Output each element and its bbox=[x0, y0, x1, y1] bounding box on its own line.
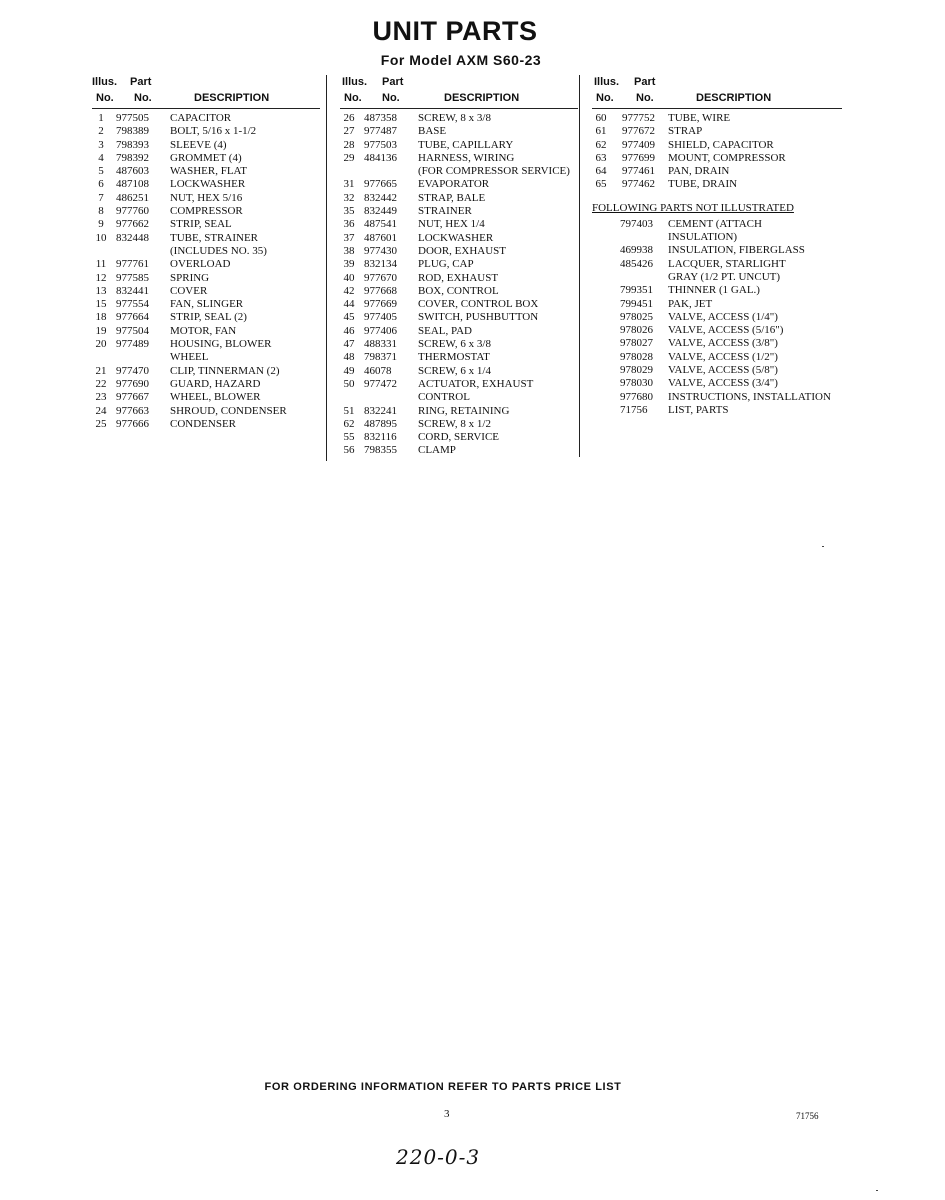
header-illus: Illus. bbox=[342, 76, 368, 88]
list-item bbox=[340, 285, 578, 298]
illus-number: 50 bbox=[343, 377, 355, 390]
part-description: SWITCH, PUSHBUTTON bbox=[418, 311, 539, 324]
list-item bbox=[340, 378, 578, 391]
illus-number: 63 bbox=[595, 151, 607, 164]
illus-number: 45 bbox=[343, 311, 355, 324]
part-number: 977505 bbox=[116, 112, 149, 124]
illus-number: 36 bbox=[343, 218, 355, 231]
part-description: GRAY (1/2 PT. UNCUT) bbox=[668, 270, 781, 283]
part-number: 977472 bbox=[364, 377, 397, 390]
illus-number: 3 bbox=[98, 138, 104, 151]
part-description: CONDENSER bbox=[170, 417, 237, 430]
illus-number: 10 bbox=[95, 231, 107, 244]
part-number: 469938 bbox=[620, 244, 653, 257]
part-description: LACQUER, STARLIGHT bbox=[668, 257, 786, 270]
part-number: 977680 bbox=[620, 390, 653, 403]
part-description: (FOR COMPRESSOR SERVICE) bbox=[418, 165, 570, 178]
illus-number: 37 bbox=[343, 231, 355, 244]
header-illus: Illus. bbox=[92, 76, 118, 88]
list-item bbox=[92, 245, 320, 258]
part-description: COVER bbox=[170, 284, 208, 297]
list-item bbox=[340, 444, 578, 457]
illus-number: 7 bbox=[98, 191, 104, 204]
part-description: SCREW, 6 x 3/8 bbox=[418, 338, 491, 351]
list-item bbox=[592, 284, 842, 297]
part-number: 977489 bbox=[116, 338, 149, 351]
part-number: 977430 bbox=[364, 244, 397, 257]
illus-number: 47 bbox=[343, 338, 355, 351]
part-number: 487108 bbox=[116, 178, 149, 191]
list-item bbox=[92, 298, 320, 311]
part-description: WASHER, FLAT bbox=[170, 165, 248, 178]
part-number: 977667 bbox=[116, 391, 149, 404]
part-description: BASE bbox=[418, 125, 447, 138]
header-part: Part bbox=[634, 76, 656, 88]
illus-number: 55 bbox=[343, 431, 355, 444]
list-item bbox=[340, 431, 578, 444]
part-number: 798393 bbox=[116, 138, 149, 151]
part-description: VALVE, ACCESS (1/2") bbox=[668, 350, 778, 363]
part-description: INSTRUCTIONS, INSTALLATION bbox=[668, 390, 831, 403]
illus-number: 23 bbox=[95, 391, 107, 404]
list-item bbox=[592, 404, 842, 417]
not-illustrated-list bbox=[592, 215, 842, 417]
list-item bbox=[592, 152, 842, 165]
illus-number: 5 bbox=[98, 165, 104, 178]
part-description: TUBE, CAPILLARY bbox=[418, 138, 514, 151]
part-number: 977409 bbox=[622, 138, 655, 151]
part-description: INSULATION) bbox=[668, 231, 738, 244]
list-item bbox=[92, 112, 320, 125]
header-no-illus: No. bbox=[96, 92, 114, 104]
part-description: LOCKWASHER bbox=[170, 178, 246, 191]
part-description: (INCLUDES NO. 35) bbox=[170, 244, 267, 257]
illus-number: 64 bbox=[595, 165, 607, 178]
illus-number: 65 bbox=[595, 178, 607, 191]
part-number: 977662 bbox=[116, 218, 149, 231]
part-description: FAN, SLINGER bbox=[170, 298, 244, 311]
list-item bbox=[592, 271, 842, 284]
part-number: 486251 bbox=[116, 191, 149, 204]
list-item bbox=[340, 311, 578, 324]
list-item bbox=[340, 152, 578, 165]
part-number: 487358 bbox=[364, 112, 397, 124]
part-description: LIST, PARTS bbox=[668, 403, 729, 416]
list-item bbox=[92, 338, 320, 351]
parts-column-1 bbox=[92, 75, 320, 431]
list-item bbox=[592, 218, 842, 231]
part-number: 978028 bbox=[620, 350, 653, 363]
illus-number: 1 bbox=[98, 112, 104, 124]
part-number: 977761 bbox=[116, 258, 149, 271]
part-description: STRAP, BALE bbox=[418, 191, 486, 204]
document-code: 71756 bbox=[796, 1111, 819, 1121]
part-description: STRAINER bbox=[418, 205, 472, 218]
part-number: 977405 bbox=[364, 311, 397, 324]
part-number: 977663 bbox=[116, 404, 149, 417]
part-description: INSULATION, FIBERGLASS bbox=[668, 244, 805, 257]
illus-number: 44 bbox=[343, 298, 355, 311]
illus-number: 15 bbox=[95, 298, 107, 311]
column-divider-1 bbox=[326, 75, 327, 461]
illus-number: 49 bbox=[343, 364, 355, 377]
part-description: EVAPORATOR bbox=[418, 178, 490, 191]
scan-speck bbox=[876, 1190, 878, 1191]
illus-number: 9 bbox=[98, 218, 104, 231]
part-description: GROMMET (4) bbox=[170, 151, 242, 164]
part-number: 977664 bbox=[116, 311, 149, 324]
part-description: MOTOR, FAN bbox=[170, 324, 237, 337]
list-item bbox=[592, 298, 842, 311]
part-description: BOLT, 5/16 x 1-1/2 bbox=[170, 125, 257, 138]
part-number: 484136 bbox=[364, 151, 397, 164]
illus-number: 28 bbox=[343, 138, 355, 151]
illus-number: 62 bbox=[595, 138, 607, 151]
list-item bbox=[92, 232, 320, 245]
list-item bbox=[592, 112, 842, 125]
part-description: SHIELD, CAPACITOR bbox=[668, 138, 774, 151]
part-description: DOOR, EXHAUST bbox=[418, 244, 506, 257]
list-item bbox=[340, 391, 578, 404]
list-item bbox=[92, 205, 320, 218]
part-number: 977503 bbox=[364, 138, 397, 151]
part-number: 978030 bbox=[620, 377, 653, 390]
list-item bbox=[92, 311, 320, 324]
part-number: 977670 bbox=[364, 271, 397, 284]
header-no-illus: No. bbox=[344, 92, 362, 104]
list-item bbox=[340, 165, 578, 178]
part-description: CLAMP bbox=[418, 444, 456, 457]
list-item bbox=[92, 178, 320, 191]
illus-number: 21 bbox=[95, 364, 107, 377]
part-number: 832442 bbox=[364, 191, 397, 204]
part-description: STRIP, SEAL bbox=[170, 218, 232, 231]
header-no-illus: No. bbox=[596, 92, 614, 104]
part-description: CORD, SERVICE bbox=[418, 431, 500, 444]
illus-number: 27 bbox=[343, 125, 355, 138]
list-item bbox=[340, 272, 578, 285]
illus-number: 26 bbox=[343, 112, 355, 124]
part-number: 978029 bbox=[620, 364, 653, 377]
part-number: 799451 bbox=[620, 297, 653, 310]
list-item bbox=[592, 165, 842, 178]
illus-number: 11 bbox=[95, 258, 107, 271]
parts-list bbox=[340, 109, 578, 458]
list-item bbox=[592, 125, 842, 138]
part-number: 977665 bbox=[364, 178, 397, 191]
illus-number: 39 bbox=[343, 258, 355, 271]
part-description: COVER, CONTROL BOX bbox=[418, 298, 539, 311]
part-number: 485426 bbox=[620, 257, 653, 270]
illus-number: 35 bbox=[343, 205, 355, 218]
part-description: THERMOSTAT bbox=[418, 351, 490, 364]
illus-number: 60 bbox=[595, 112, 607, 124]
parts-list bbox=[92, 109, 320, 431]
model-subtitle: For Model AXM S60-23 bbox=[380, 52, 542, 68]
part-number: 71756 bbox=[620, 403, 648, 416]
list-item bbox=[340, 218, 578, 231]
part-description: RING, RETAINING bbox=[418, 404, 510, 417]
part-description: SCREW, 8 x 3/8 bbox=[418, 112, 491, 124]
part-description: VALVE, ACCESS (1/4") bbox=[668, 310, 778, 323]
part-description: CEMENT (ATTACH bbox=[668, 217, 762, 230]
part-number: 978025 bbox=[620, 310, 653, 323]
header-illus: Illus. bbox=[594, 76, 620, 88]
list-item bbox=[92, 351, 320, 364]
part-description: HOUSING, BLOWER bbox=[170, 338, 272, 351]
part-description: PLUG, CAP bbox=[418, 258, 474, 271]
illus-number: 56 bbox=[343, 444, 355, 457]
header-description: DESCRIPTION bbox=[194, 92, 270, 104]
part-number: 832134 bbox=[364, 258, 397, 271]
part-number: 799351 bbox=[620, 284, 653, 297]
part-description: STRIP, SEAL (2) bbox=[170, 311, 247, 324]
part-number: 978026 bbox=[620, 324, 653, 337]
list-item bbox=[92, 218, 320, 231]
part-description: PAN, DRAIN bbox=[668, 165, 730, 178]
illus-number: 4 bbox=[98, 151, 104, 164]
part-description: LOCKWASHER bbox=[418, 231, 494, 244]
list-item bbox=[92, 378, 320, 391]
part-description: GUARD, HAZARD bbox=[170, 377, 261, 390]
part-description: HARNESS, WIRING bbox=[418, 151, 515, 164]
part-description: VALVE, ACCESS (5/8") bbox=[668, 364, 778, 377]
illus-number: 42 bbox=[343, 284, 355, 297]
column-header bbox=[340, 75, 578, 109]
illus-number: 12 bbox=[95, 271, 107, 284]
list-item bbox=[340, 418, 578, 431]
header-part: Part bbox=[382, 76, 404, 88]
list-item bbox=[340, 205, 578, 218]
part-number: 977554 bbox=[116, 298, 149, 311]
part-number: 798389 bbox=[116, 125, 149, 138]
part-number: 488331 bbox=[364, 338, 397, 351]
list-item bbox=[592, 337, 842, 350]
list-item bbox=[592, 377, 842, 390]
list-item bbox=[340, 139, 578, 152]
part-description: VALVE, ACCESS (3/8") bbox=[668, 337, 778, 350]
part-number: 797403 bbox=[620, 217, 653, 230]
header-no-part: No. bbox=[134, 92, 152, 104]
list-item bbox=[592, 351, 842, 364]
list-item bbox=[340, 112, 578, 125]
part-number: 977669 bbox=[364, 298, 397, 311]
list-item bbox=[592, 311, 842, 324]
part-number: 977690 bbox=[116, 377, 149, 390]
scan-speck bbox=[822, 546, 824, 547]
part-number: 978027 bbox=[620, 337, 653, 350]
list-item bbox=[340, 351, 578, 364]
list-item bbox=[92, 325, 320, 338]
illus-number: 24 bbox=[95, 404, 107, 417]
page-number: 3 bbox=[444, 1108, 450, 1120]
part-number: 977666 bbox=[116, 417, 149, 430]
part-description: SCREW, 8 x 1/2 bbox=[418, 417, 491, 430]
list-item bbox=[92, 165, 320, 178]
part-number: 487601 bbox=[364, 231, 397, 244]
part-description: CAPACITOR bbox=[170, 112, 232, 124]
part-description: SPRING bbox=[170, 271, 210, 284]
list-item bbox=[592, 178, 842, 191]
illus-number: 18 bbox=[95, 311, 107, 324]
column-divider-2 bbox=[579, 75, 580, 457]
part-description: ROD, EXHAUST bbox=[418, 271, 499, 284]
header-part: Part bbox=[130, 76, 152, 88]
part-description: BOX, CONTROL bbox=[418, 284, 499, 297]
illus-number: 2 bbox=[98, 125, 104, 138]
list-item bbox=[92, 192, 320, 205]
part-number: 832116 bbox=[364, 431, 397, 444]
list-item bbox=[340, 192, 578, 205]
part-number: 487895 bbox=[364, 417, 397, 430]
part-description: SEAL, PAD bbox=[418, 324, 472, 337]
parts-list bbox=[592, 109, 842, 192]
illus-number: 13 bbox=[95, 284, 107, 297]
part-number: 832441 bbox=[116, 284, 149, 297]
page-title: UNIT PARTS bbox=[372, 16, 538, 46]
part-number: 977672 bbox=[622, 125, 655, 138]
part-description: COMPRESSOR bbox=[170, 205, 243, 218]
part-number: 977752 bbox=[622, 112, 655, 124]
ordering-info: FOR ORDERING INFORMATION REFER TO PARTS PRICE LIST bbox=[264, 1081, 622, 1093]
part-number: 977760 bbox=[116, 205, 149, 218]
illus-number: 61 bbox=[595, 125, 607, 138]
part-description: TUBE, DRAIN bbox=[668, 178, 738, 191]
illus-number: 8 bbox=[98, 205, 104, 218]
part-number: 798355 bbox=[364, 444, 397, 457]
illus-number: 48 bbox=[343, 351, 355, 364]
part-number: 977668 bbox=[364, 284, 397, 297]
list-item bbox=[92, 391, 320, 404]
list-item bbox=[592, 391, 842, 404]
illus-number: 51 bbox=[343, 404, 355, 417]
part-description: TUBE, STRAINER bbox=[170, 231, 258, 244]
part-description: WHEEL, BLOWER bbox=[170, 391, 261, 404]
illus-number: 19 bbox=[95, 324, 107, 337]
list-item bbox=[92, 272, 320, 285]
part-description: PAK, JET bbox=[668, 297, 713, 310]
part-description: WHEEL bbox=[170, 351, 209, 364]
list-item bbox=[340, 258, 578, 271]
list-item bbox=[92, 285, 320, 298]
part-description: STRAP bbox=[668, 125, 703, 138]
list-item bbox=[92, 125, 320, 138]
parts-column-3 bbox=[592, 75, 842, 417]
illus-number: 32 bbox=[343, 191, 355, 204]
part-description: CONTROL bbox=[418, 391, 470, 404]
part-description: THINNER (1 GAL.) bbox=[668, 284, 760, 297]
header-description: DESCRIPTION bbox=[696, 92, 772, 104]
header-no-part: No. bbox=[636, 92, 654, 104]
part-number: 798392 bbox=[116, 151, 149, 164]
part-description: SCREW, 6 x 1/4 bbox=[418, 364, 491, 377]
part-description: OVERLOAD bbox=[170, 258, 231, 271]
illus-number: 6 bbox=[98, 178, 104, 191]
part-number: 977461 bbox=[622, 165, 655, 178]
part-number: 977462 bbox=[622, 178, 655, 191]
illus-number: 29 bbox=[343, 151, 355, 164]
part-description: SHROUD, CONDENSER bbox=[170, 404, 287, 417]
part-description: NUT, HEX 5/16 bbox=[170, 191, 243, 204]
list-item bbox=[340, 405, 578, 418]
list-item bbox=[592, 364, 842, 377]
list-item bbox=[340, 245, 578, 258]
header-description: DESCRIPTION bbox=[444, 92, 520, 104]
part-description: VALVE, ACCESS (3/4") bbox=[668, 377, 778, 390]
part-description: VALVE, ACCESS (5/16") bbox=[668, 324, 784, 337]
list-item bbox=[340, 338, 578, 351]
list-item bbox=[592, 139, 842, 152]
illus-number: 38 bbox=[343, 244, 355, 257]
part-number: 832448 bbox=[116, 231, 149, 244]
part-number: 832449 bbox=[364, 205, 397, 218]
illus-number: 40 bbox=[343, 271, 355, 284]
column-header bbox=[592, 75, 842, 109]
illus-number: 31 bbox=[343, 178, 355, 191]
list-item bbox=[340, 365, 578, 378]
list-item bbox=[340, 325, 578, 338]
list-item bbox=[92, 139, 320, 152]
column-header bbox=[92, 75, 320, 109]
part-number: 487541 bbox=[364, 218, 397, 231]
illus-number: 22 bbox=[95, 377, 107, 390]
part-description: NUT, HEX 1/4 bbox=[418, 218, 485, 231]
part-number: 977470 bbox=[116, 364, 149, 377]
not-illustrated-heading: FOLLOWING PARTS NOT ILLUSTRATED bbox=[592, 201, 794, 214]
part-number: 977487 bbox=[364, 125, 397, 138]
list-item bbox=[340, 298, 578, 311]
list-item bbox=[92, 405, 320, 418]
illus-number: 46 bbox=[343, 324, 355, 337]
part-number: 977585 bbox=[116, 271, 149, 284]
list-item bbox=[92, 418, 320, 431]
list-item bbox=[592, 231, 842, 244]
list-item bbox=[340, 232, 578, 245]
list-item bbox=[92, 365, 320, 378]
illus-number: 25 bbox=[95, 417, 107, 430]
illus-number: 20 bbox=[95, 338, 107, 351]
list-item bbox=[592, 244, 842, 257]
part-number: 832241 bbox=[364, 404, 397, 417]
part-description: ACTUATOR, EXHAUST bbox=[418, 377, 534, 390]
part-number: 798371 bbox=[364, 351, 397, 364]
list-item bbox=[92, 152, 320, 165]
part-number: 487603 bbox=[116, 165, 149, 178]
part-number: 977699 bbox=[622, 151, 655, 164]
part-description: SLEEVE (4) bbox=[170, 138, 227, 151]
part-number: 977504 bbox=[116, 324, 149, 337]
handwritten-note: 220-0-3 bbox=[396, 1145, 481, 1169]
illus-number: 62 bbox=[343, 417, 355, 430]
header-no-part: No. bbox=[382, 92, 400, 104]
list-item bbox=[92, 258, 320, 271]
list-item bbox=[592, 324, 842, 337]
part-description: TUBE, WIRE bbox=[668, 112, 731, 124]
list-item bbox=[340, 125, 578, 138]
part-number: 46078 bbox=[364, 364, 392, 377]
list-item bbox=[592, 258, 842, 271]
part-number: 977406 bbox=[364, 324, 397, 337]
part-description: CLIP, TINNERMAN (2) bbox=[170, 364, 280, 377]
part-description: MOUNT, COMPRESSOR bbox=[668, 151, 786, 164]
list-item bbox=[340, 178, 578, 191]
parts-column-2 bbox=[340, 75, 578, 458]
